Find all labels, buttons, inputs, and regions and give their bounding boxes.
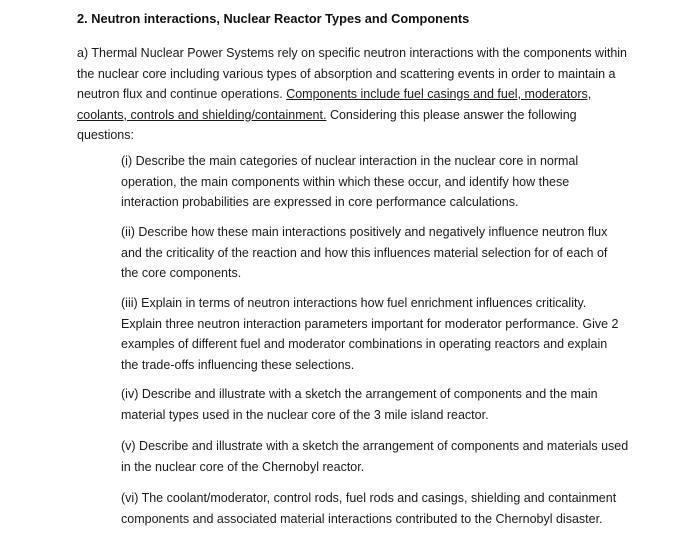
question-line: (i) Describe the main categories of nuclear interaction in the nuclear core in normal — [121, 154, 579, 168]
underlined-components-text: Components include fuel casings and fuel, moderators, — [286, 87, 592, 101]
question-line: Explain three neutron interaction parameters important for moderator performance. Give 2 — [121, 316, 619, 331]
intro-line: the nuclear core including various types of absorption and scattering events in order to maintain a — [77, 66, 616, 81]
underlined-components-text: coolants, controls and shielding/containment. — [77, 107, 327, 122]
question-line: material types used in the nuclear core of the 3 mile island reactor. — [121, 407, 489, 422]
question-i — [121, 151, 661, 213]
question-iv — [121, 384, 661, 425]
intro-text: neutron flux and continue operations. — [77, 87, 287, 101]
question-line: examples of different fuel and moderator combinations in operating reactors and explain — [121, 337, 608, 351]
intro-line — [77, 84, 657, 105]
intro-line — [77, 105, 657, 126]
question-line: components and associated material interactions contributed to the Chernobyl disaster. — [121, 511, 603, 526]
question-line: (iii) Explain in terms of neutron interactions how fuel enrichment influences criticality. — [121, 296, 587, 310]
question-vi — [121, 488, 661, 529]
question-line: in the nuclear core of the Chernobyl reactor. — [121, 459, 365, 474]
question-line: interaction probabilities are expressed in core performance calculations. — [121, 195, 519, 209]
question-line: (vi) The coolant/moderator, control rods, fuel rods and casings, shielding and containment — [121, 491, 617, 505]
question-line: (ii) Describe how these main interactions positively and negatively influence neutron flux — [121, 225, 608, 239]
question-ii — [121, 222, 661, 284]
intro-line: a) Thermal Nuclear Power Systems rely on specific neutron interactions with the components within — [77, 46, 628, 60]
question-line: the trade-offs influencing these selections. — [121, 357, 355, 372]
question-line: operation, the main components within which these occur, and identify how these — [121, 174, 570, 189]
section-heading: 2. Neutron interactions, Nuclear Reactor Types and Components — [77, 11, 470, 26]
question-line: the core components. — [121, 266, 242, 280]
question-line: and the criticality of the reaction and how this influences material selection for of each of — [121, 245, 608, 260]
question-line: (v) Describe and illustrate with a sketch the arrangement of components and materials used — [121, 439, 629, 453]
question-v — [121, 436, 661, 477]
intro-line: questions: — [77, 128, 134, 142]
intro-text: Considering this please answer the following — [326, 107, 577, 122]
question-line: (iv) Describe and illustrate with a sketch the arrangement of components and the main — [121, 387, 598, 401]
intro-paragraph — [77, 43, 657, 146]
question-iii — [121, 293, 661, 375]
